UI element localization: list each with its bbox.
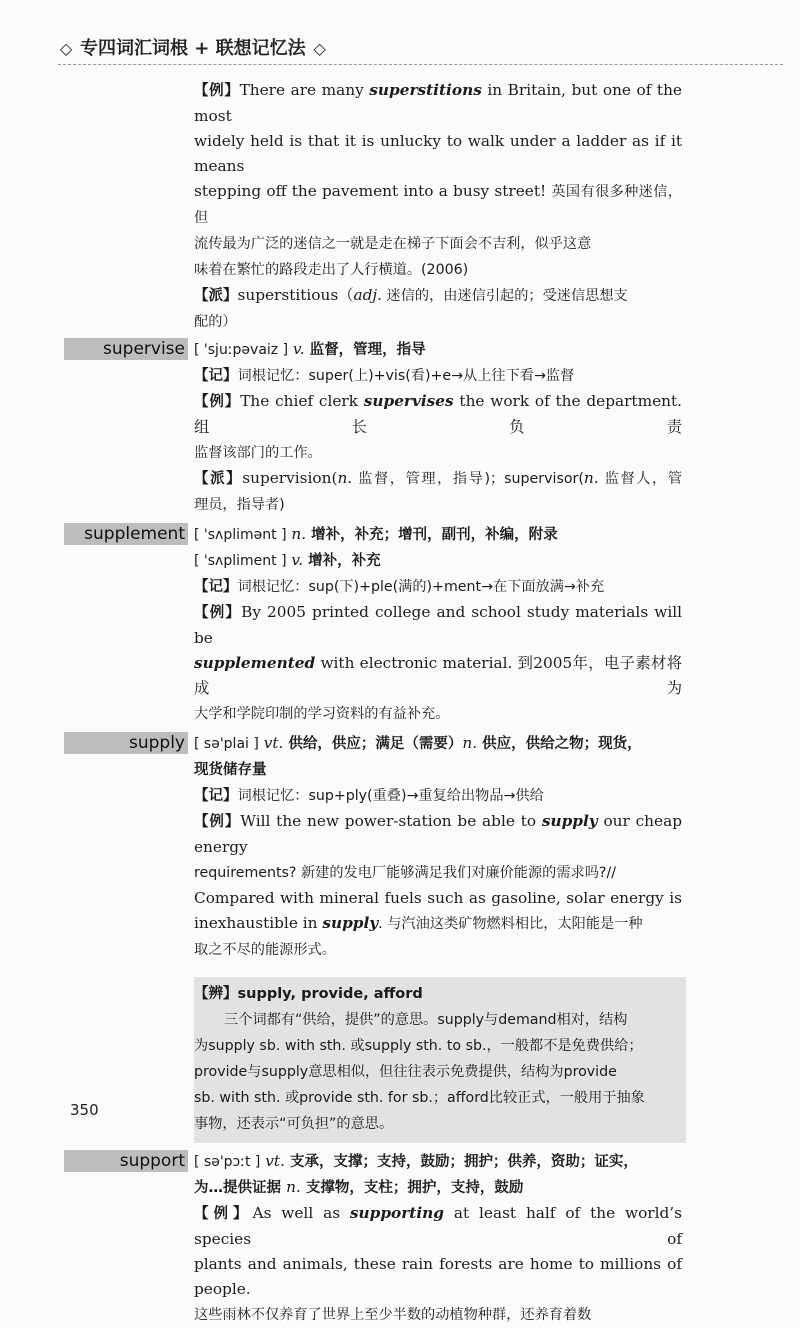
memory-line: 【记】词根记忆：sup(下)+ple(满的)+ment→在下面放满→补充 — [194, 579, 605, 595]
definition-line: [ sə'pɔːt ] vt. 支承，支撑；支持，鼓励；拥护；供养，资助；证实， — [194, 1152, 638, 1170]
usage-note-line: 三个词都有“供给，提供”的意思。supply与demand相对，结构 — [224, 1012, 628, 1028]
derivative-line: 理员，指导者) — [194, 497, 285, 513]
diamond-icon: ◇ — [59, 39, 73, 58]
definition-line: 现货储存量 — [194, 762, 267, 778]
derivative-line: 配的） — [194, 314, 237, 330]
definition-line: [ 'sjuːpəvaiz ] v. 监督，管理，指导 — [194, 340, 426, 358]
definition-line: 为…提供证据 n. 支撑物，支柱；拥护，支持，鼓励 — [194, 1178, 524, 1196]
example-translation: 取之不尽的能源形式。 — [194, 942, 336, 958]
entry-supplement — [84, 522, 683, 727]
example-line: 【例】The chief clerk supervises the work of the department. 组长负责 — [194, 392, 682, 436]
diamond-icon: ◇ — [313, 39, 326, 58]
memory-line: 【记】词根记忆：sup+ply(重叠)→重复给出物品→供给 — [194, 788, 544, 804]
running-header — [58, 34, 783, 65]
example-line: 【例】Will the new power-station be able to supply our cheap energy — [194, 812, 682, 856]
example-translation: 流传最为广泛的迷信之一就是走在梯子下面会不吉利，似乎这意 — [194, 236, 592, 252]
example-line: 【例】There are many superstitions in Britain, but one of the most — [194, 81, 682, 125]
headword: support — [64, 1150, 188, 1172]
example-line: stepping off the pavement into a busy street! 英国有很多种迷信，但 — [194, 182, 682, 226]
headword: supervise — [64, 338, 188, 360]
definition-line: [ sə'plai ] vt. 供给，供应；满足（需要）n. 供应，供给之物；现货， — [194, 734, 642, 752]
usage-note-box — [194, 977, 686, 1143]
entry-support — [119, 1149, 683, 1328]
example-translation: 大学和学院印制的学习资料的有益补充。 — [194, 706, 450, 722]
usage-note-line: provide与supply意思相似，但往往表示免费提供，结构为provide — [194, 1064, 617, 1080]
header-title: 专四词汇词根 + 联想记忆法 — [80, 38, 306, 59]
example-line: widely held is that it is unlucky to walk under a ladder as if it means — [194, 132, 682, 175]
example-translation: 监督该部门的工作。 — [194, 445, 322, 461]
memory-line: 【记】词根记忆：super(上)+vis(看)+e→从上往下看→监督 — [194, 368, 575, 384]
definition-line: [ 'sʌplimənt ] n. 增补，补充；增刊，副刊，补编，附录 — [194, 525, 558, 543]
entry-supervise — [103, 337, 683, 518]
usage-note-title: 【辨】supply, provide, afford — [194, 986, 423, 1002]
derivative-line: 【派】supervision(n. 监督，管理，指导)；supervisor(n. 监督人，管 — [194, 469, 683, 487]
example-line: inexhaustible in supply. 与汽油这类矿物燃料相比，太阳能是一种 — [194, 914, 643, 932]
usage-note-line: 为supply sb. with sth. 或supply sth. to sb.，一般都不是免费供给； — [194, 1038, 643, 1054]
derivative-line: 【派】superstitious（adj. 迷信的，由迷信引起的；受迷信思想支 — [194, 286, 628, 304]
headword: supplement — [64, 523, 188, 545]
example-line: plants and animals, these rain forests are home to millions of people. — [194, 1255, 682, 1298]
example-line: 【例】As well as supporting at least half of the world’s species of — [194, 1204, 683, 1248]
example-translation: 味着在繁忙的路段走出了人行横道。(2006) — [194, 262, 469, 278]
example-translation: 这些雨林不仅养育了世界上至少半数的动植物种群，还养育着数 — [194, 1307, 592, 1323]
example-line: Compared with mineral fuels such as gasoline, solar energy is — [194, 889, 682, 907]
example-translation: requirements? 新建的发电厂能够满足我们对廉价能源的需求吗?// — [194, 865, 617, 881]
example-line: 【例】By 2005 printed college and school study materials will be — [194, 603, 683, 647]
entry-superstition-continued — [194, 78, 682, 335]
headword: supply — [64, 732, 188, 754]
definition-line: [ 'sʌpliment ] v. 增补，补充 — [194, 551, 381, 569]
usage-note-line: sb. with sth. 或provide sth. for sb.；afford比较正式，一般用于抽象 — [194, 1090, 645, 1106]
example-line: supplemented with electronic material. 到2005年，电子素材将成为 — [194, 654, 682, 697]
page-number: 350 — [70, 1101, 99, 1119]
entry-supply — [129, 731, 682, 1143]
usage-note-line: 事物，还表示“可负担”的意思。 — [194, 1116, 394, 1132]
